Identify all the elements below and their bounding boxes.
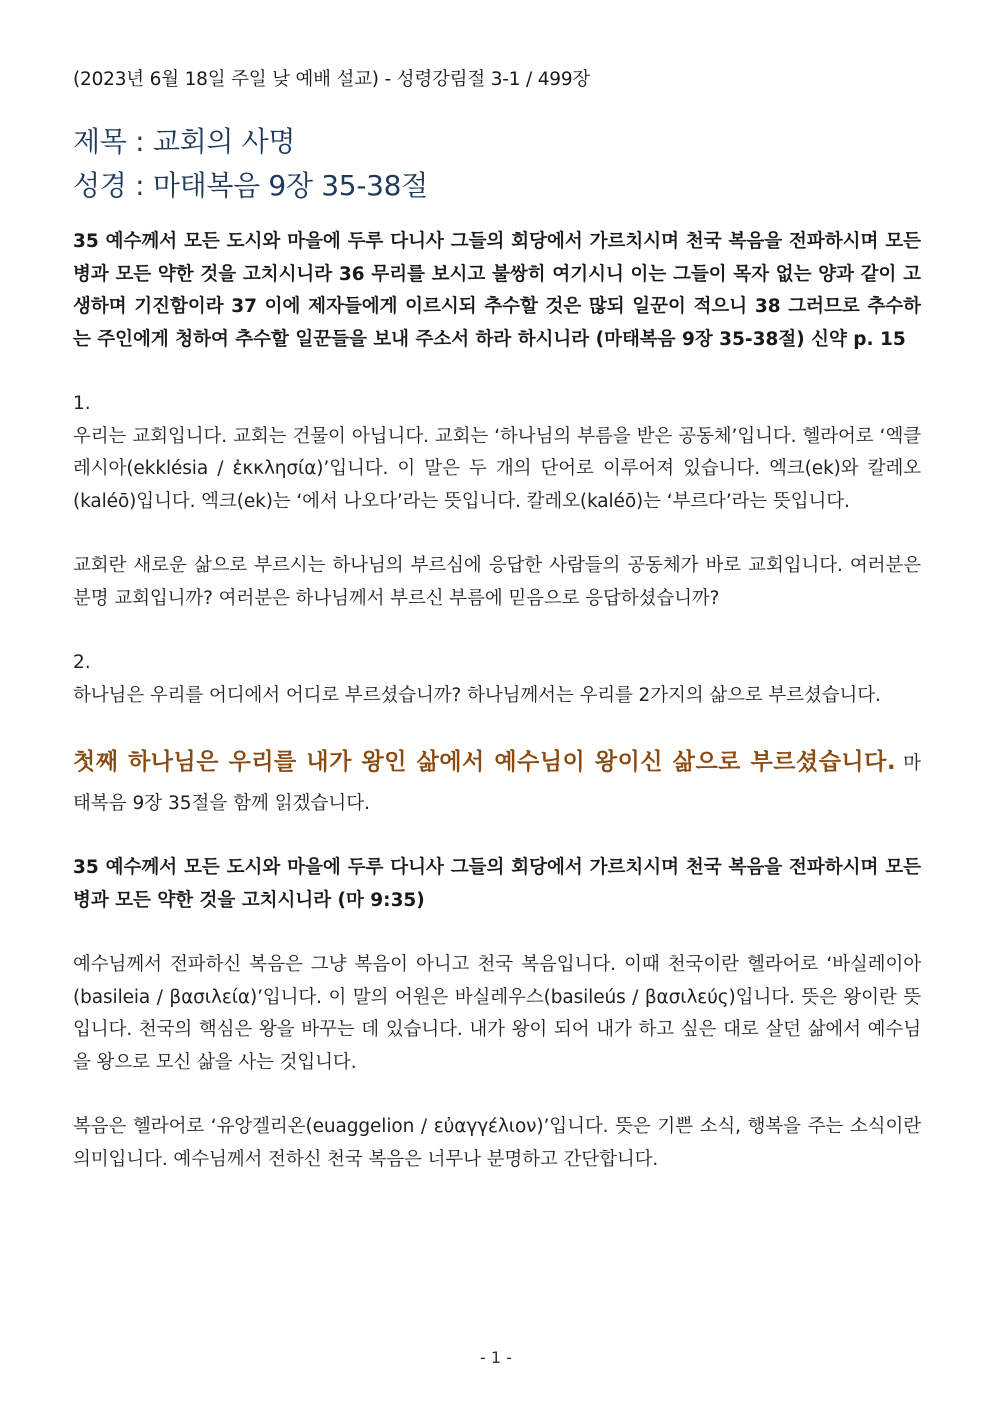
page-number: - 1 - [480, 1348, 512, 1367]
scripture-passage: 35 예수께서 모든 도시와 마을에 두루 다니사 그들의 회당에서 가르치시며 천국 복음을 전파하시며 모든 병과 모든 약한 것을 고치시니라 36 무리를 보시고 불쌍히 여기시니 이는 그들이 목자 없는 양과 같이 고생하며 기진함이라 37 이에 제자들에게 이르시되 추수할 것은 많되 일꾼이 적으니 38 그러므로 추수하는 주인에게 청하여 추수할 일꾼들을 보내 주소서 하라 하시니라 (마태복음 9장 35-38절) 신약 p. 15 [73, 231, 921, 350]
highlight-tail-text: 마태복음 9장 35절을 함께 읽겠습니다. [73, 753, 921, 814]
section-number-2: 2. [73, 652, 91, 673]
sermon-header: (2023년 6월 18일 주일 낮 예배 설교) - 성령강림절 3-1 / 499장 [73, 69, 591, 90]
section-number-1: 1. [73, 393, 91, 414]
section2-paragraph2: 예수님께서 전파하신 복음은 그냥 복음이 아니고 천국 복음입니다. 이때 천국이란 헬라어로 ‘바실레이아(basileia / βασιλεία)’입니다. 이 말의 어원은 바실레우스(basileús / βασιλεύς)입니다. 뜻은 왕이란 뜻입니다. 천국의 핵심은 왕을 바꾸는 데 있습니다. 내가 왕이 되어 내가 하고 싶은 대로 살던 삶에서 예수님을 왕으로 모신 삶을 사는 것입니다. [73, 954, 921, 1073]
section1-paragraph2: 교회란 새로운 삶으로 부르시는 하나님의 부르심에 응답한 사람들의 공동체가 바로 교회입니다. 여러분은 분명 교회입니까? 여러분은 하나님께서 부르신 부름에 믿음으로 응답하셨습니까? [73, 555, 921, 609]
sermon-title: 제목 : 교회의 사명 [73, 125, 296, 158]
section1-paragraph1: 우리는 교회입니다. 교회는 건물이 아닙니다. 교회는 ‘하나님의 부름을 받은 공동체’입니다. 헬라어로 ‘엑클레시아(ekklésia / ἐκκλησία)’입니다. 이 말은 두 개의 단어로 이루어져 있습니다. 엑크(ek)와 칼레오(kaléō)입니다. 엑크(ek)는 ‘에서 나오다’라는 뜻입니다. 칼레오(kaléō)는 ‘부르다’라는 뜻입니다. [73, 425, 921, 512]
section2-scripture: 35 예수께서 모든 도시와 마을에 두루 다니사 그들의 회당에서 가르치시며 천국 복음을 전파하시며 모든 병과 모든 약한 것을 고치시니라 (마 9:35) [73, 857, 921, 911]
page-content [73, 66, 921, 1176]
section2-paragraph3: 복음은 헬라어로 ‘유앙겔리온(euaggelion / εὐαγγέλιον)’입니다. 뜻은 기쁜 소식, 행복을 주는 소식이란 의미입니다. 예수님께서 전하신 천국 복음은 너무나 분명하고 간단합니다. [73, 1116, 921, 1170]
scripture-reference: 성경 : 마태복음 9장 35-38절 [73, 169, 428, 202]
highlight-statement: 첫째 하나님은 우리를 내가 왕인 삶에서 예수님이 왕이신 삶으로 부르셨습니다. [73, 749, 897, 775]
highlight-paragraph [73, 742, 921, 824]
section2-paragraph1: 하나님은 우리를 어디에서 어디로 부르셨습니까? 하나님께서는 우리를 2가지의 삶으로 부르셨습니다. [73, 684, 881, 706]
title-block [73, 120, 921, 208]
